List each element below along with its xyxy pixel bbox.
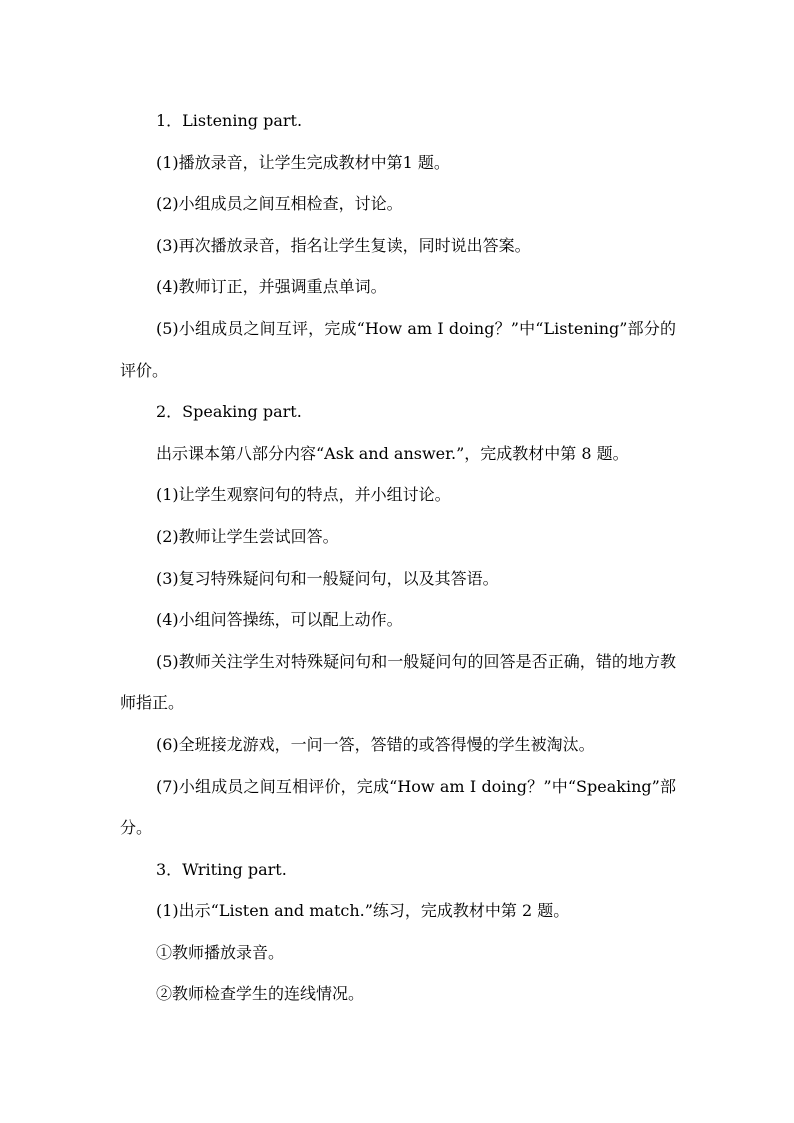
- list-item: (6)全班接龙游戏，一问一答，答错的或答得慢的学生被淘汰。: [156, 734, 595, 754]
- list-item: (4)教师订正，并强调重点单词。: [156, 277, 387, 297]
- list-item: (4)小组问答操练，可以配上动作。: [156, 610, 403, 630]
- sub-list-item: ②教师检查学生的连线情况。: [156, 984, 365, 1004]
- list-item: (1)让学生观察问句的特点，并小组讨论。: [156, 485, 451, 505]
- sub-list-item: ①教师播放录音。: [156, 942, 285, 962]
- list-item: (3)再次播放录音，指名让学生复读，同时说出答案。: [156, 235, 531, 255]
- section-heading-writing: 3．Writing part.: [156, 859, 287, 879]
- list-item: (5)小组成员之间互评，完成“How am I doing？”中“Listening”部分的评价。: [120, 318, 676, 380]
- body-paragraph: 出示课本第八部分内容“Ask and answer.”，完成教材中第 8 题。: [156, 443, 629, 463]
- list-item: (5)教师关注学生对特殊疑问句和一般疑问句的回答是否正确，错的地方教师指正。: [120, 651, 676, 713]
- section-heading-speaking: 2．Speaking part.: [156, 402, 302, 422]
- document-body: [120, 100, 676, 1015]
- section-heading-listening: 1．Listening part.: [156, 111, 303, 130]
- list-item: (2)教师让学生尝试回答。: [156, 526, 339, 546]
- list-item: (3)复习特殊疑问句和一般疑问句，以及其答语。: [156, 568, 499, 588]
- list-item: (7)小组成员之间互相评价，完成“How am I doing？”中“Speaking”部分。: [120, 776, 676, 838]
- list-item: (1)播放录音，让学生完成教材中第1 题。: [156, 152, 450, 172]
- list-item: (1)出示“Listen and match.”练习，完成教材中第 2 题。: [156, 901, 570, 921]
- list-item: (2)小组成员之间互相检查，讨论。: [156, 194, 403, 214]
